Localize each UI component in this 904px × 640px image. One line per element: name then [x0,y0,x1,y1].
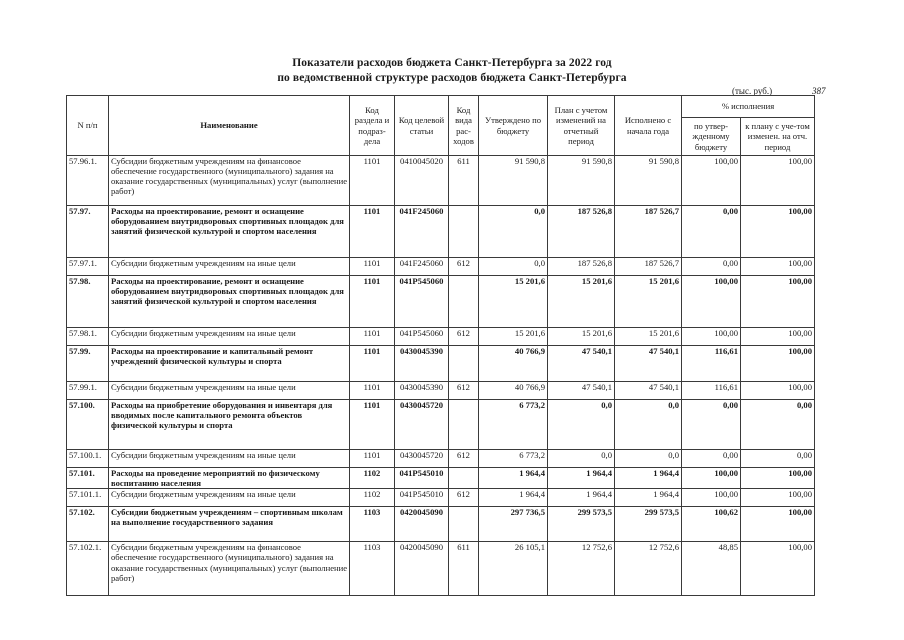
row-approved: 297 736,5 [479,507,548,542]
row-kind-code: 612 [449,382,479,400]
table-body [67,156,815,596]
row-target-code: 041P545060 [395,276,449,328]
row-approved: 15 201,6 [479,276,548,328]
header-pct-approved: по утвер-жденному бюджету [682,118,741,156]
header-num: N п/п [67,96,109,156]
row-pct-approved: 48,85 [682,542,741,596]
row-pct-plan: 100,00 [741,507,815,542]
row-target-code: 0420045090 [395,542,449,596]
row-num: 57.100. [67,400,109,450]
row-pct-plan: 0,00 [741,400,815,450]
row-num: 57.98.1. [67,328,109,346]
row-target-code: 0430045720 [395,450,449,468]
row-plan: 0,0 [548,450,615,468]
report-subtitle: по ведомственной структуре расходов бюджета Санкт-Петербурга [277,72,627,84]
row-kind-code [449,400,479,450]
header-pct-group: % исполнения [682,96,815,118]
row-pct-plan: 100,00 [741,542,815,596]
row-plan: 91 590,8 [548,156,615,206]
row-plan: 15 201,6 [548,328,615,346]
row-kind-code [449,276,479,328]
row-pct-plan: 100,00 [741,468,815,489]
header-name: Наименование [109,96,350,156]
row-pct-plan: 0,00 [741,450,815,468]
report-title: Показатели расходов бюджета Санкт-Петербурга за 2022 год [292,57,612,69]
row-num: 57.101. [67,468,109,489]
row-num: 57.98. [67,276,109,328]
row-kind-code: 612 [449,258,479,276]
table-row [67,507,815,542]
row-executed: 187 526,7 [615,206,682,258]
row-name: Субсидии бюджетным учреждениям на иные цели [109,489,350,507]
header-executed: Исполнено с начала года [615,96,682,156]
row-target-code: 0430045390 [395,382,449,400]
row-approved: 0,0 [479,258,548,276]
header-section-code: Код раздела и подраз-дела [350,96,395,156]
row-kind-code: 612 [449,328,479,346]
row-section-code: 1102 [350,489,395,507]
row-executed: 1 964,4 [615,489,682,507]
row-approved: 0,0 [479,206,548,258]
table-row [67,468,815,489]
row-pct-approved: 100,00 [682,276,741,328]
row-pct-approved: 116,61 [682,382,741,400]
row-approved: 91 590,8 [479,156,548,206]
table-row [67,156,815,206]
row-name: Субсидии бюджетным учреждениям на иные цели [109,382,350,400]
row-plan: 187 526,8 [548,258,615,276]
row-target-code: 041P545010 [395,489,449,507]
row-pct-approved: 100,00 [682,489,741,507]
row-target-code: 0410045020 [395,156,449,206]
row-target-code: 041P545060 [395,328,449,346]
row-name: Субсидии бюджетным учреждениям на иные цели [109,328,350,346]
row-name: Субсидии бюджетным учреждениям на иные цели [109,450,350,468]
table-row [67,328,815,346]
header-kind-code: Код вида рас-ходов [449,96,479,156]
row-num: 57.97. [67,206,109,258]
row-kind-code: 612 [449,489,479,507]
row-num: 57.96.1. [67,156,109,206]
row-target-code: 0420045090 [395,507,449,542]
row-kind-code: 611 [449,542,479,596]
header-pct-plan: к плану с уче-том изменен. на отч. период [741,118,815,156]
row-pct-approved: 100,00 [682,468,741,489]
row-section-code: 1102 [350,468,395,489]
row-pct-plan: 100,00 [741,258,815,276]
row-approved: 1 964,4 [479,468,548,489]
row-section-code: 1101 [350,276,395,328]
row-kind-code: 611 [449,156,479,206]
row-kind-code [449,206,479,258]
row-target-code: 041F245060 [395,258,449,276]
row-executed: 47 540,1 [615,346,682,382]
row-executed: 187 526,7 [615,258,682,276]
row-plan: 47 540,1 [548,346,615,382]
row-executed: 0,0 [615,400,682,450]
row-pct-approved: 0,00 [682,258,741,276]
row-approved: 40 766,9 [479,346,548,382]
row-plan: 1 964,4 [548,489,615,507]
row-name: Субсидии бюджетным учреждениям на иные цели [109,258,350,276]
row-pct-approved: 0,00 [682,450,741,468]
row-num: 57.102.1. [67,542,109,596]
row-approved: 40 766,9 [479,382,548,400]
row-num: 57.99. [67,346,109,382]
row-approved: 1 964,4 [479,489,548,507]
header-approved: Утверждено по бюджету [479,96,548,156]
header-plan: План с учетом изменений на отчетный период [548,96,615,156]
row-approved: 15 201,6 [479,328,548,346]
row-pct-approved: 100,62 [682,507,741,542]
row-section-code: 1101 [350,206,395,258]
row-num: 57.99.1. [67,382,109,400]
row-name: Субсидии бюджетным учреждениям на финансовое обеспечение государственного (муниципального) задания на оказание государственных (муниципальных) услуг (выполнение работ) [109,542,350,596]
row-plan: 12 752,6 [548,542,615,596]
row-pct-approved: 116,61 [682,346,741,382]
row-approved: 6 773,2 [479,450,548,468]
table-row [67,400,815,450]
row-kind-code [449,507,479,542]
row-pct-plan: 100,00 [741,276,815,328]
row-target-code: 041P545010 [395,468,449,489]
row-name: Субсидии бюджетным учреждениям на финансовое обеспечение государственного (муниципального) задания на оказание государственных (муниципальных) услуг (выполнение работ) [109,156,350,206]
row-section-code: 1103 [350,507,395,542]
table-row [67,206,815,258]
row-pct-plan: 100,00 [741,328,815,346]
row-pct-approved: 0,00 [682,206,741,258]
table-row [67,346,815,382]
table-row [67,489,815,507]
row-target-code: 041F245060 [395,206,449,258]
row-pct-approved: 100,00 [682,328,741,346]
row-name: Субсидии бюджетным учреждениям – спортивным школам на выполнение государственного задания [109,507,350,542]
row-pct-approved: 0,00 [682,400,741,450]
row-name: Расходы на приобретение оборудования и инвентаря для вводимых после капитального ремонта объектов физической культуры и спорта [109,400,350,450]
row-section-code: 1101 [350,258,395,276]
row-target-code: 0430045720 [395,400,449,450]
row-num: 57.100.1. [67,450,109,468]
row-pct-plan: 100,00 [741,382,815,400]
row-pct-plan: 100,00 [741,489,815,507]
row-section-code: 1101 [350,382,395,400]
table-row [67,542,815,596]
row-executed: 91 590,8 [615,156,682,206]
row-name: Расходы на проведение мероприятий по физическому воспитанию населения [109,468,350,489]
row-executed: 1 964,4 [615,468,682,489]
row-num: 57.101.1. [67,489,109,507]
row-executed: 12 752,6 [615,542,682,596]
row-target-code: 0430045390 [395,346,449,382]
row-approved: 6 773,2 [479,400,548,450]
row-pct-approved: 100,00 [682,156,741,206]
unit-label: (тыс. руб.) [732,86,773,96]
table-row [67,382,815,400]
row-executed: 15 201,6 [615,328,682,346]
row-section-code: 1101 [350,450,395,468]
row-plan: 47 540,1 [548,382,615,400]
row-executed: 15 201,6 [615,276,682,328]
row-executed: 0,0 [615,450,682,468]
row-name: Расходы на проектирование, ремонт и оснащение оборудованием внутридворовых спортивных площадок для занятий физической культурой и спортом населения [109,276,350,328]
row-plan: 187 526,8 [548,206,615,258]
row-section-code: 1101 [350,156,395,206]
row-num: 57.102. [67,507,109,542]
table-row [67,276,815,328]
table-row [67,258,815,276]
row-plan: 299 573,5 [548,507,615,542]
row-pct-plan: 100,00 [741,156,815,206]
budget-table [66,95,815,596]
page-number: 387 [812,86,826,96]
row-pct-plan: 100,00 [741,206,815,258]
row-plan: 0,0 [548,400,615,450]
row-kind-code [449,346,479,382]
row-section-code: 1101 [350,400,395,450]
row-executed: 299 573,5 [615,507,682,542]
row-kind-code: 612 [449,450,479,468]
row-name: Расходы на проектирование, ремонт и оснащение оборудованием внутридворовых спортивных площадок для занятий физической культурой и спортом населения [109,206,350,258]
row-approved: 26 105,1 [479,542,548,596]
row-num: 57.97.1. [67,258,109,276]
row-pct-plan: 100,00 [741,346,815,382]
row-kind-code [449,468,479,489]
row-section-code: 1103 [350,542,395,596]
table-row [67,450,815,468]
row-section-code: 1101 [350,346,395,382]
row-plan: 15 201,6 [548,276,615,328]
header-target-code: Код целевой статьи [395,96,449,156]
row-section-code: 1101 [350,328,395,346]
row-plan: 1 964,4 [548,468,615,489]
row-name: Расходы на проектирование и капитальный ремонт учреждений физической культуры и спорта [109,346,350,382]
row-executed: 47 540,1 [615,382,682,400]
